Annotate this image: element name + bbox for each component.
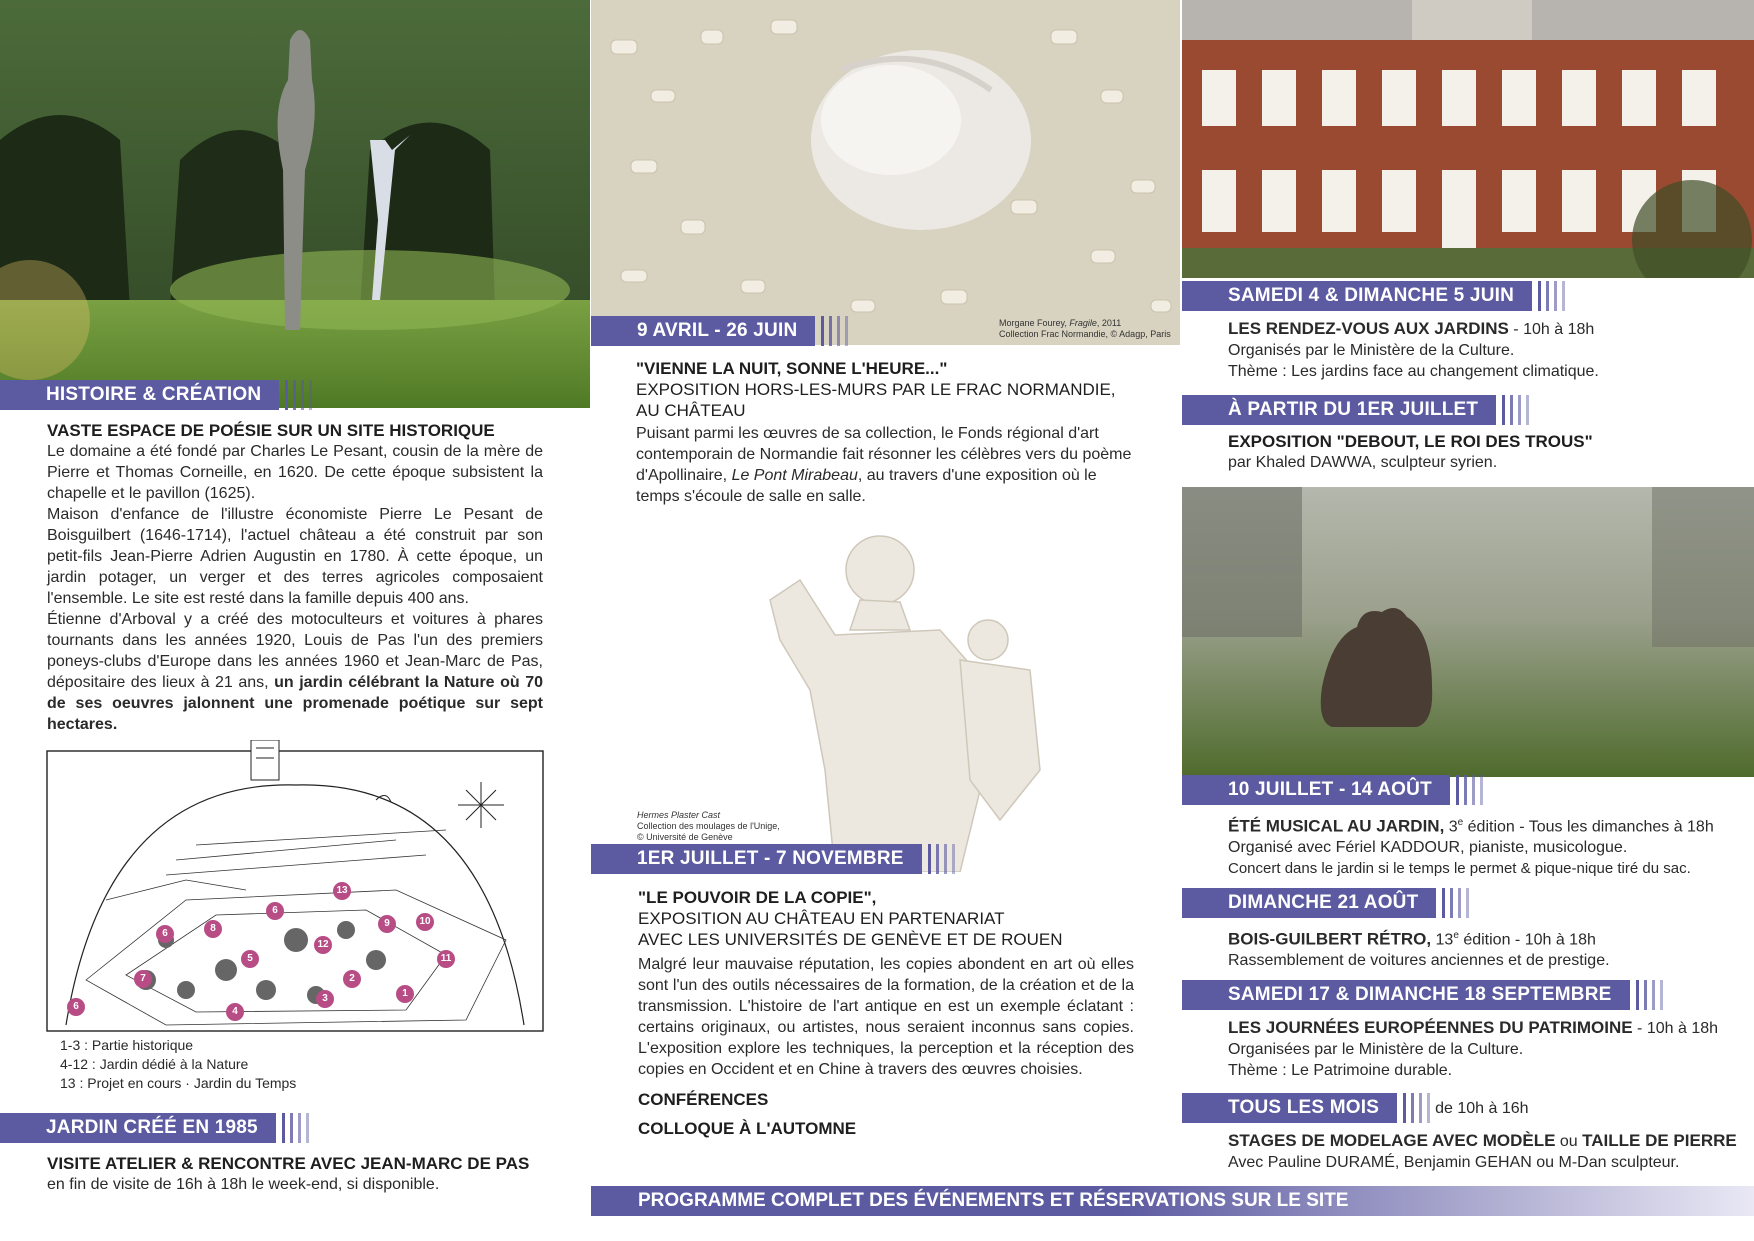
banner-histoire-creation: HISTOIRE & CRÉATION bbox=[0, 380, 317, 410]
histoire-section bbox=[47, 420, 543, 735]
banner-10-juillet: 10 JUILLET - 14 AOÛT bbox=[1182, 775, 1488, 805]
banner-tous-les-mois: TOUS LES MOIS de 10h à 16h bbox=[1182, 1093, 1529, 1123]
rdv-jardins-section: LES RENDEZ-VOUS AUX JARDINS - 10h à 18h Organisés par le Ministère de la Culture. Thème : Les jardins face au changement climatique. bbox=[1228, 319, 1599, 380]
banner-9-avril: 9 AVRIL - 26 JUIN bbox=[591, 316, 853, 346]
garden-sculpture-photo bbox=[0, 0, 590, 408]
debout-section: EXPOSITION "DEBOUT, LE ROI DES TROUS" par Khaled DAWWA, sculpteur syrien. bbox=[1228, 432, 1593, 471]
lawn-sculpture-photo bbox=[1182, 487, 1754, 777]
garden-map: 1 2 3 4 5 6 6 6 7 8 9 10 11 12 13 bbox=[46, 740, 544, 1095]
histoire-title: VASTE ESPACE DE POÉSIE SUR UN SITE HISTORIQUE bbox=[47, 421, 495, 440]
banner-1er-juillet-novembre: 1ER JUILLET - 7 NOVEMBRE bbox=[591, 844, 960, 874]
map-legend: 1-3 : Partie historique 4-12 : Jardin dédié à la Nature 13 : Projet en cours · Jardin du Temps bbox=[60, 1037, 297, 1091]
expo1-section: "VIENNE LA NUIT, SONNE L'HEURE..." EXPOSITION HORS-LES-MURS PAR LE FRAC NORMANDIE, AU CHÂTEAU Puisant parmi les œuvres de sa collection, le Fonds régional d'art contemporain de Normandie fait résonner les célèbres vers du poème d'Apollinaire, Le Pont Mirabeau, au travers d'une exposition où le temps s'écoule de salle en salle. bbox=[636, 359, 1132, 505]
histoire-para2a: Maison d'enfance de l'illustre économiste Pierre Le Pesant de Boisguilbert (1646-1714), l'actuel château a été construit par son petit-fils Jean-Pierre Adrien Augustin en 1780. À cette époque, un jardin potager, un verger et des terres agricoles composaient l'ensemble. Le site est resté dans la famille depuis 400 ans. bbox=[47, 506, 543, 607]
banner-1er-juillet: À PARTIR DU 1ER JUILLET bbox=[1182, 395, 1534, 425]
histoire-para2: Étienne d'Arboval y a créé des motoculteurs et voitures à phares tournants dans les années 1920, Louis de Pas l'un des premiers poneys-clubs d'Europe dans les années 1960 et Jean-Marc de Pas, dépositaire des lieux à 21 ans, un jardin célébrant la Nature où 70 de ses oeuvres jalonnent une promenade poétique sur sept hectares. bbox=[47, 611, 543, 733]
banner-samedi-4-juin: SAMEDI 4 & DIMANCHE 5 JUIN bbox=[1182, 281, 1570, 311]
chateau-photo bbox=[1182, 0, 1754, 278]
histoire-para1: Le domaine a été fondé par Charles Le Pesant, cousin de la mère de Pierre et Thomas Corneille, en 1620. De cette époque subsistent la chapelle et le pavillon (1625). bbox=[47, 443, 543, 502]
footer-banner: PROGRAMME COMPLET DES ÉVÉNEMENTS ET RÉSERVATIONS SUR LE SITE bbox=[591, 1186, 1754, 1216]
bois-guilbert-section: BOIS-GUILBERT RÉTRO, 13e édition - 10h à 18h Rassemblement de voitures anciennes et de prestige. bbox=[1228, 929, 1610, 970]
banner-septembre: SAMEDI 17 & DIMANCHE 18 SEPTEMBRE bbox=[1182, 980, 1668, 1010]
ete-musical-section: ÉTÉ MUSICAL AU JARDIN, 3e édition - Tous les dimanches à 18h Organisé avec Fériel KADDOUR, pianiste, musicologue. Concert dans le jardin si le temps le permet & pique-nique tiré du sac. bbox=[1228, 816, 1714, 878]
hermes-caption: Hermes Plaster Cast Collection des moulages de l'Unige, © Université de Genève bbox=[637, 810, 780, 842]
banner-jardin-1985: JARDIN CRÉÉ EN 1985 bbox=[0, 1113, 314, 1143]
banner-21-aout: DIMANCHE 21 AOÛT bbox=[1182, 888, 1474, 918]
jep-section: LES JOURNÉES EUROPÉENNES DU PATRIMOINE - 10h à 18h Organisées par le Ministère de la Culture. Thème : Le Patrimoine durable. bbox=[1228, 1018, 1719, 1079]
stages-section: STAGES DE MODELAGE AVEC MODÈLE ou TAILLE DE PIERRE Avec Pauline DURAMÉ, Benjamin GEHAN ou M-Dan sculpteur. bbox=[1228, 1131, 1737, 1171]
visite-section: VISITE ATELIER & RENCONTRE AVEC JEAN-MARC DE PAS en fin de visite de 16h à 18h le week-end, si disponible. bbox=[47, 1154, 530, 1193]
fragile-credit: Morgane Fourey, Fragile, 2011 Collection Frac Normandie, © Adagp, Paris bbox=[999, 318, 1171, 339]
fragile-artwork-photo bbox=[591, 0, 1180, 345]
expo2-section: "LE POUVOIR DE LA COPIE", EXPOSITION AU CHÂTEAU EN PARTENARIAT AVEC LES UNIVERSITÉS DE GENÈVE ET DE ROUEN Malgré leur mauvaise réputation, les copies abondent en art où elles sont l'un des outils nécessaires de la formation, de la création et de la transmission. L'histoire de l'art antique en est un exemple éclatant : certains originaux, ou artistes, nous seraient inconnus sans copies. L'exposition explore les techniques, la perception et la réception des copies en Occident et en Chine à travers des œuvres choisies. CONFÉRENCES COLLOQUE À L'AUTOMNE bbox=[638, 888, 1134, 1138]
